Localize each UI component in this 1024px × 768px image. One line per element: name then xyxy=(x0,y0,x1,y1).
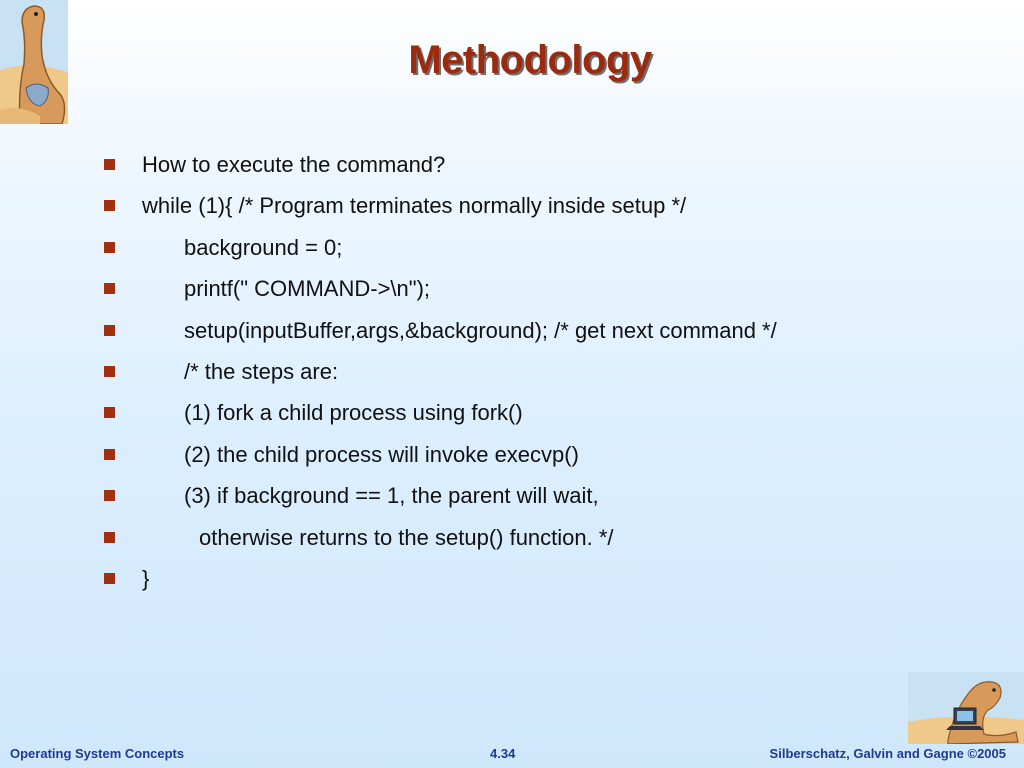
bullet-item xyxy=(104,392,984,433)
bullet-text: /* the steps are: xyxy=(184,358,339,384)
bullet-square-icon xyxy=(104,242,115,253)
bullet-item xyxy=(104,558,984,599)
bullet-square-icon xyxy=(104,200,115,211)
bullet-text: setup(inputBuffer,args,&background); /* get next command */ xyxy=(184,317,777,343)
bullet-item xyxy=(104,434,984,475)
bullet-square-icon xyxy=(104,490,115,501)
bullet-list xyxy=(104,144,984,599)
footer-page-number: 4.34 xyxy=(490,746,516,761)
bullet-square-icon xyxy=(104,573,115,584)
bullet-text: How to execute the command? xyxy=(142,152,446,177)
bullet-item xyxy=(104,517,984,558)
bullet-text: while (1){ /* Program terminates normally inside setup */ xyxy=(142,193,687,219)
bullet-text: (3) if background == 1, the parent will wait, xyxy=(184,483,599,509)
bullet-item xyxy=(104,310,984,351)
slide-title: Methodology xyxy=(408,38,652,82)
bullet-item xyxy=(104,475,984,516)
bullet-item xyxy=(104,268,984,309)
dinosaur-laptop-icon xyxy=(908,672,1024,744)
bullet-item xyxy=(104,351,984,392)
bullet-square-icon xyxy=(104,325,115,336)
bullet-square-icon xyxy=(104,283,115,294)
bullet-text: (2) the child process will invoke execvp() xyxy=(184,441,579,467)
bullet-square-icon xyxy=(104,532,115,543)
bullet-square-icon xyxy=(104,449,115,460)
bullet-text: } xyxy=(142,565,150,591)
bullet-text: printf(" COMMAND->\n"); xyxy=(184,276,431,302)
bullet-square-icon xyxy=(104,366,115,377)
footer-authors: Silberschatz, Galvin and Gagne ©2005 xyxy=(769,746,1006,761)
bullet-item xyxy=(104,227,984,268)
bullet-text: otherwise returns to the setup() function. */ xyxy=(199,524,614,550)
bullet-item xyxy=(104,144,984,185)
bullet-item xyxy=(104,185,984,226)
footer-book-title: Operating System Concepts xyxy=(10,746,185,761)
bullet-text: (1) fork a child process using fork() xyxy=(184,400,523,426)
bullet-square-icon xyxy=(104,407,115,418)
bullet-text: background = 0; xyxy=(184,234,343,260)
bullet-square-icon xyxy=(104,159,115,170)
dinosaur-mascot-icon xyxy=(0,0,68,124)
